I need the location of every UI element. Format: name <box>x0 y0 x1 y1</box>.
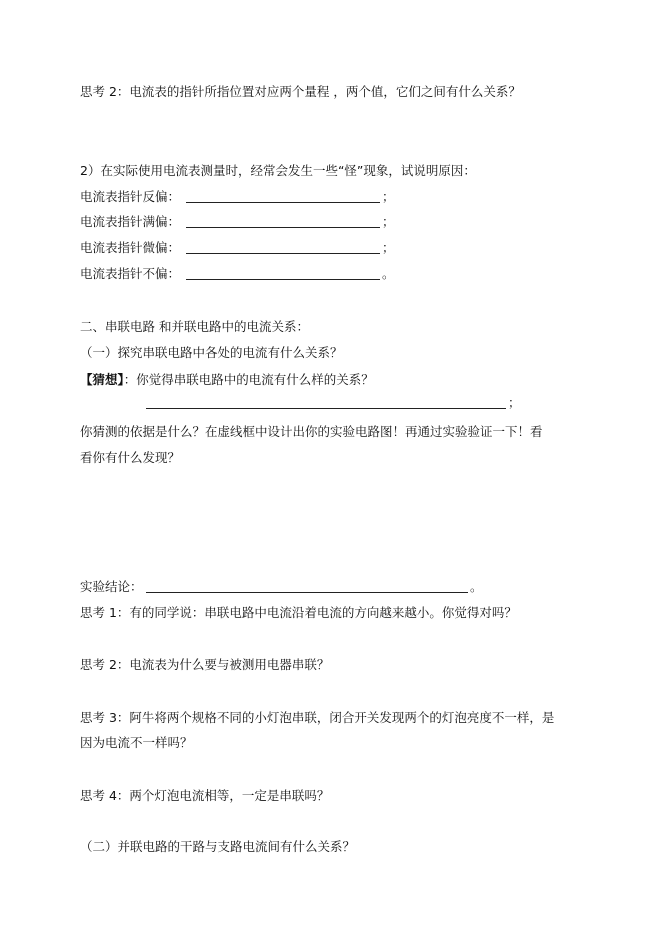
issue-full-label: 电流表指针满偏： <box>80 214 181 229</box>
subsection2-title: （二）并联电路的干路与支路电流间有什么关系？ <box>80 839 356 854</box>
guess-blank[interactable] <box>146 408 506 409</box>
think4-question: 思考 4：两个灯泡电流相等，一定是串联吗？ <box>80 788 330 803</box>
guess-end: ； <box>508 395 521 410</box>
think2-question: 思考 2：电流表为什么要与被测用电器串联？ <box>80 657 330 672</box>
issue-full-blank[interactable] <box>186 227 380 228</box>
conclusion-blank[interactable] <box>146 592 468 593</box>
conclusion-label: 实验结论： <box>80 579 143 594</box>
basis-line-2: 看你有什么发现？ <box>80 450 181 465</box>
issue-full-end: ； <box>382 214 395 229</box>
basis-line-1: 你猜测的依据是什么？在虚线框中设计出你的实验电路图！再通过实验验证一下！看 <box>80 424 543 439</box>
issue-reverse-end: ； <box>382 189 395 204</box>
conclusion-end: 。 <box>470 579 483 594</box>
subsection1-title: （一）探究串联电路中各处的电流有什么关系？ <box>80 345 343 360</box>
issue-none-blank[interactable] <box>186 279 380 280</box>
issue-reverse-label: 电流表指针反偏： <box>80 189 181 204</box>
think2-top-question: 思考 2：电流表的指针所指位置对应两个量程 ，两个值，它们之间有什么关系？ <box>80 84 521 99</box>
question-2-intro: 2）在实际使用电流表测量时，经常会发生一些“怪”现象，试说明原因： <box>80 163 476 178</box>
issue-reverse-blank[interactable] <box>186 202 380 203</box>
issue-slight-blank[interactable] <box>186 253 380 254</box>
think3-question-line-2: 因为电流不一样吗？ <box>80 735 193 750</box>
think3-question-line-1: 思考 3：阿牛将两个规格不同的小灯泡串联，闭合开关发现两个的灯泡亮度不一样，是 <box>80 710 555 725</box>
guess-line <box>80 372 374 388</box>
guess-text: ：你觉得串联电路中的电流有什么样的关系？ <box>123 372 374 387</box>
think1-question: 思考 1：有的同学说：串联电路中电流沿着电流的方向越来越小。你觉得对吗？ <box>80 605 517 620</box>
issue-none-label: 电流表指针不偏： <box>80 266 181 281</box>
issue-slight-label: 电流表指针微偏： <box>80 240 181 255</box>
issue-none-end: 。 <box>382 266 395 281</box>
guess-tag: 【猜想】 <box>80 372 124 387</box>
issue-slight-end: ； <box>382 240 395 255</box>
section2-title: 二、串联电路 和并联电路中的电流关系： <box>80 319 309 334</box>
